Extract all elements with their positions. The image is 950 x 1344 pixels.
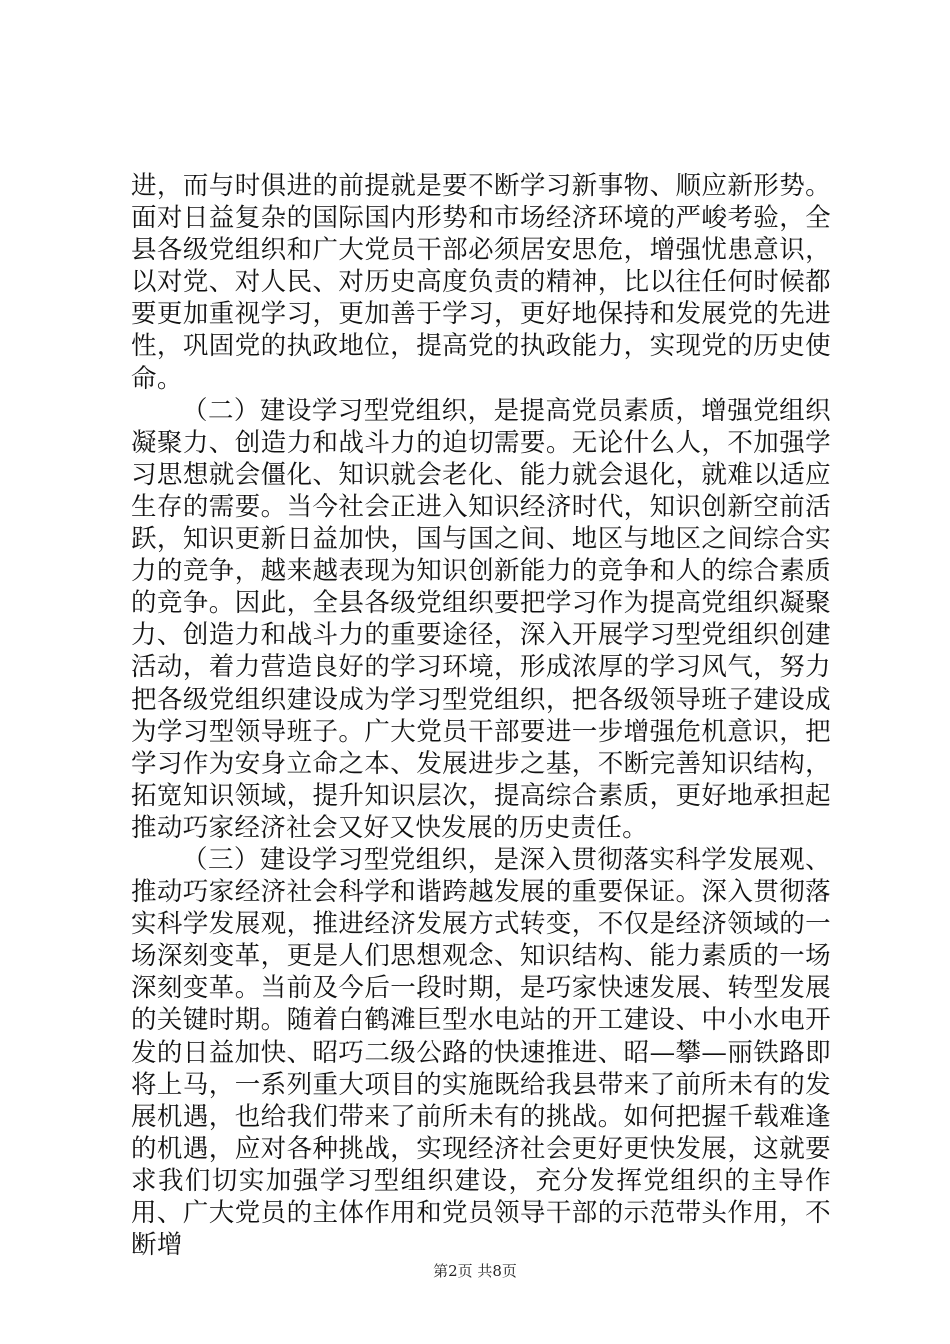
paragraph-continuation: 进，而与时俱进的前提就是要不断学习新事物、顺应新形势。面对日益复杂的国际国内形势和市场经济环境的严峻考验，全县各级党组织和广大党员干部必须居安思危，增强忧患意识，以对党、对人民、对历史高度负责的精神，比以往任何时候都要更加重视学习，更加善于学习，更好地保持和发展党的先进性，巩固党的执政地位，提高党的执政能力，实现党的历史使命。 (131, 171, 831, 394)
paragraph-section-two: （二）建设学习型党组织，是提高党员素质，增强党组织凝聚力、创造力和战斗力的迫切需要。无论什么人，不加强学习思想就会僵化、知识就会老化、能力就会退化，就难以适应生存的需要。当今社会正进入知识经济时代，知识创新空前活跃，知识更新日益加快，国与国之间、地区与地区之间综合实力的竞争，越来越表现为知识创新能力的竞争和人的综合素质的竞争。因此，全县各级党组织要把学习作为提高党组织凝聚力、创造力和战斗力的重要途径，深入开展学习型党组织创建活动，着力营造良好的学习环境，形成浓厚的学习风气，努力把各级党组织建设成为学习型党组织，把各级领导班子建设成为学习型领导班子。广大党员干部要进一步增强危机意识，把学习作为安身立命之本、发展进步之基，不断完善知识结构，拓宽知识领域，提升知识层次，提高综合素质，更好地承担起推动巧家经济社会又好又快发展的历史责任。 (131, 395, 831, 843)
paragraph-section-three: （三）建设学习型党组织，是深入贯彻落实科学发展观、推动巧家经济社会科学和谐跨越发展的重要保证。深入贯彻落实科学发展观，推进经济发展方式转变，不仅是经济领域的一场深刻变革，更是人们思想观念、知识结构、能力素质的一场深刻变革。当前及今后一段时期，是巧家快速发展、转型发展的关键时期。随着白鹤滩巨型水电站的开工建设、中小水电开发的日益加快、昭巧二级公路的快速推进、昭—攀—丽铁路即将上马，一系列重大项目的实施既给我县带来了前所未有的发展机遇，也给我们带来了前所未有的挑战。如何把握千载难逢的机遇，应对各种挑战，实现经济社会更好更快发展，这就要求我们切实加强学习型组织建设，充分发挥党组织的主导作用、广大党员的主体作用和党员领导干部的示范带头作用，不断增 (131, 844, 831, 1261)
document-body (131, 170, 831, 1261)
page-number-label: 第2页 共8页 (433, 1262, 517, 1280)
page-footer (0, 1262, 950, 1280)
